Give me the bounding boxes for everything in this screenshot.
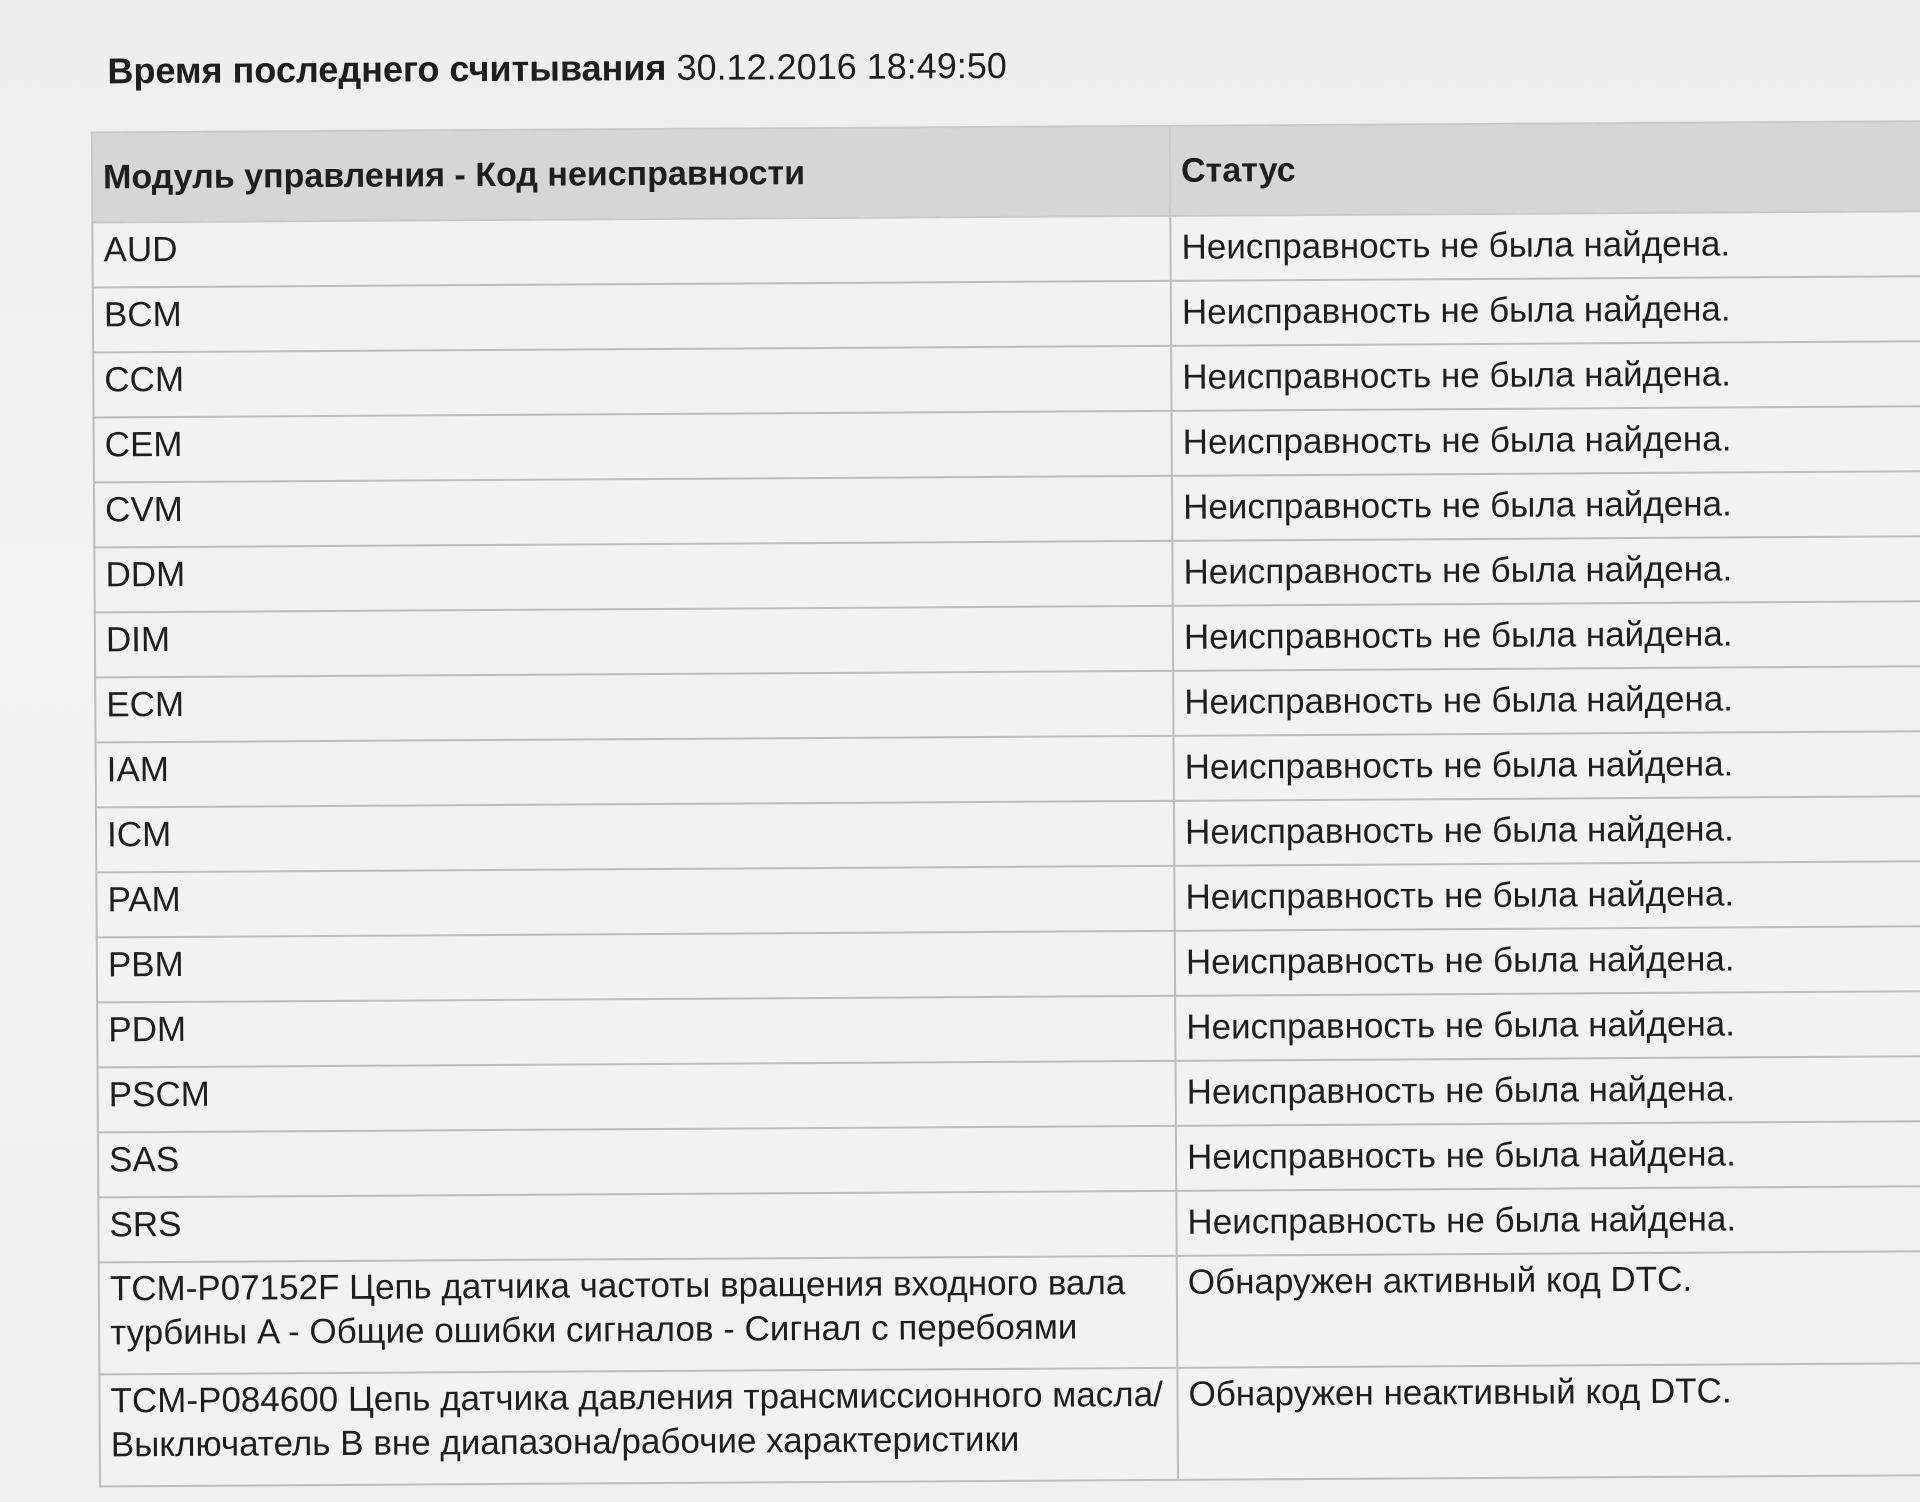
status-cell: Неисправность не была найдена. [1174,796,1920,866]
table-row [94,471,1920,547]
status-cell: Неисправность не была найдена. [1170,211,1920,281]
status-cell: Неисправность не была найдена. [1173,601,1920,671]
table-row [99,1251,1920,1374]
module-cell: PBM [97,931,1175,1003]
table-row [98,1186,1920,1262]
module-cell: ICM [96,801,1174,873]
status-cell: Неисправность не была найдена. [1172,406,1920,476]
module-cell: TCM-P07152F Цепь датчика частоты вращения входного вала турбины A - Общие ошибки сигналов - Сигнал с перебоями [99,1256,1178,1375]
status-cell: Неисправность не была найдена. [1172,536,1920,606]
table-row [96,861,1920,937]
status-cell: Неисправность не была найдена. [1172,471,1920,541]
module-cell: ECM [95,671,1173,743]
module-cell: CVM [94,476,1172,548]
fault-code-table [91,120,1920,1487]
status-cell: Неисправность не была найдена. [1176,1186,1920,1256]
module-cell: PAM [96,866,1174,938]
table-row [99,1363,1920,1486]
module-cell: PDM [97,996,1175,1068]
table-row [96,731,1920,807]
last-read-label: Время последнего считывания [107,46,667,92]
module-cell: CCM [93,346,1171,418]
module-cell: CEM [94,411,1172,483]
status-cell: Неисправность не была найдена. [1171,341,1920,411]
table-row [97,991,1920,1067]
status-cell: Обнаружен активный код DTC. [1177,1251,1920,1368]
status-cell: Неисправность не была найдена. [1174,731,1920,801]
table-row [94,406,1920,482]
status-cell: Неисправность не была найдена. [1176,1121,1920,1191]
module-cell: PSCM [98,1061,1176,1133]
table-row [92,211,1920,287]
status-cell: Неисправность не была найдена. [1173,666,1920,736]
table-row [97,926,1920,1002]
header-status: Статус [1170,121,1920,216]
last-read-value: 30.12.2016 18:49:50 [676,44,1007,88]
table-row [96,796,1920,872]
status-cell: Неисправность не была найдена. [1174,861,1920,931]
table-row [93,276,1920,352]
module-cell: IAM [96,736,1174,808]
last-read-line [107,42,1007,95]
module-cell: SAS [98,1126,1176,1198]
status-cell: Неисправность не была найдена. [1176,1056,1920,1126]
table-header-row [92,121,1920,222]
status-cell: Неисправность не была найдена. [1175,991,1920,1061]
module-cell: TCM-P084600 Цепь датчика давления трансмиссионного масла/Выключатель B вне диапазона/рабочие характеристики [99,1368,1178,1487]
module-cell: AUD [92,216,1170,288]
table-row [93,341,1920,417]
table-row [98,1056,1920,1132]
status-cell: Неисправность не была найдена. [1175,926,1920,996]
table-row [94,536,1920,612]
table-row [95,666,1920,742]
table-row [95,601,1920,677]
status-cell: Обнаружен неактивный код DTC. [1177,1363,1920,1480]
table-row [98,1121,1920,1197]
status-cell: Неисправность не была найдена. [1171,276,1920,346]
module-cell: DDM [94,541,1172,613]
module-cell: BCM [93,281,1171,353]
module-cell: SRS [98,1191,1176,1263]
module-cell: DIM [95,606,1173,678]
header-module-code: Модуль управления - Код неисправности [92,126,1171,223]
